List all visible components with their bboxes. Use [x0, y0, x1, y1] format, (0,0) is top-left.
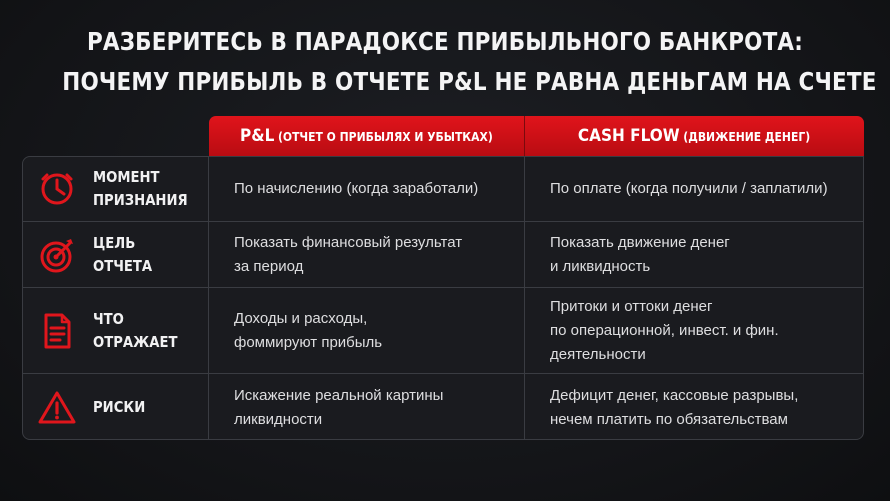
warning-icon — [37, 388, 77, 428]
column-header-cashflow — [525, 116, 864, 156]
column-header-pl-main: P&L — [240, 126, 275, 146]
clock-icon — [37, 169, 77, 209]
table-row — [23, 221, 863, 287]
column-header-cashflow-main: CASH FLOW — [578, 126, 681, 146]
comparison-table — [22, 156, 864, 440]
cashflow-cell: Притоки и оттоки денег по операционной, инвест. и фин. деятельности — [550, 297, 779, 363]
document-icon — [37, 311, 77, 351]
row-label-cell — [23, 222, 209, 287]
cashflow-cell: Дефицит денег, кассовые разрывы, нечем платить по обязательствам — [550, 386, 799, 428]
column-header-pl — [209, 116, 525, 156]
row-label: ЧТО ОТРАЖАЕТ — [93, 309, 178, 351]
row-label: ЦЕЛЬ ОТЧЕТА — [93, 233, 153, 275]
pl-cell: Доходы и расходы, фоммируют прибыль — [209, 288, 525, 373]
cashflow-cell: По оплате (когда получили / заплатили) — [550, 180, 828, 197]
row-label-cell — [23, 157, 209, 221]
row-label: МОМЕНТ ПРИЗНАНИЯ — [93, 168, 188, 209]
table-row — [23, 157, 863, 221]
pl-cell: Показать финансовый результат за период — [209, 222, 525, 287]
page-title — [62, 22, 877, 102]
cashflow-cell: Показать движение денег и ликвидность — [550, 233, 730, 275]
column-header-pl-sub: (ОТЧЕТ О ПРИБЫЛЯХ И УБЫТКАХ) — [278, 130, 493, 144]
target-icon — [37, 235, 77, 275]
row-label: РИСКИ — [93, 398, 146, 416]
row-label-cell — [23, 374, 209, 440]
pl-cell: Искажение реальной картины ликвидности — [209, 374, 525, 440]
title-line-1: РАЗБЕРИТЕСЬ В ПАРАДОКСЕ ПРИБЫЛЬНОГО БАНКРОТА: — [86, 27, 804, 56]
column-header-cashflow-sub: (ДВИЖЕНИЕ ДЕНЕГ) — [683, 130, 811, 144]
title-line-2: ПОЧЕМУ ПРИБЫЛЬ В ОТЧЕТЕ P&L НЕ РАВНА ДЕНЬГАМ НА СЧЕТЕ — [62, 67, 877, 96]
row-label-cell — [23, 288, 209, 373]
table-row — [23, 373, 863, 440]
pl-cell: По начислению (когда заработали) — [209, 157, 525, 221]
table-row — [23, 287, 863, 373]
